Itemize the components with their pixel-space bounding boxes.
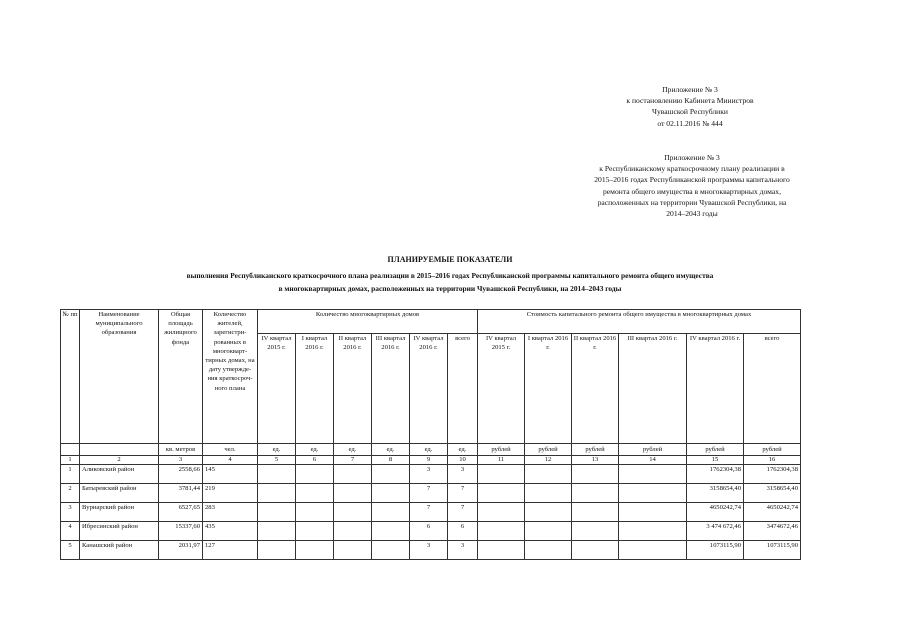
column-number: 8 xyxy=(372,456,410,465)
header-cost-period: I квартал 2016 г. xyxy=(525,334,572,444)
column-number: 13 xyxy=(572,456,619,465)
cost-q4-2016: 3 474 672,46 xyxy=(687,522,744,541)
table-row xyxy=(61,484,801,503)
unit-cell: чел. xyxy=(203,444,258,456)
table-row xyxy=(61,541,801,560)
houses-cell xyxy=(296,541,334,560)
cost-cell xyxy=(572,522,619,541)
houses-total: 7 xyxy=(448,484,478,503)
houses-cell xyxy=(296,522,334,541)
header-row-groups xyxy=(61,310,801,334)
column-number: 5 xyxy=(258,456,296,465)
unit-cell: рублей xyxy=(687,444,744,456)
document-subtitle-line-1: выполнения Республиканского краткосрочного плана реализации в 2015–2016 годах Республиканской программы капитального ремонта общего имущества xyxy=(186,271,714,280)
column-number: 9 xyxy=(410,456,448,465)
houses-cell xyxy=(334,522,372,541)
houses-cell xyxy=(258,484,296,503)
column-number: 2 xyxy=(80,456,159,465)
column-number: 1 xyxy=(61,456,80,465)
column-number: 14 xyxy=(619,456,687,465)
houses-cell xyxy=(258,522,296,541)
unit-cell: ед. xyxy=(258,444,296,456)
unit-cell: ед. xyxy=(296,444,334,456)
cost-cell xyxy=(525,522,572,541)
residents-count: 435 xyxy=(203,522,258,541)
unit-cell: рублей xyxy=(525,444,572,456)
municipality-name: Аликовский район xyxy=(80,465,159,484)
residents-count: 219 xyxy=(203,484,258,503)
cost-q4-2016: 1073115,90 xyxy=(687,541,744,560)
housing-area: 2558,66 xyxy=(159,465,203,484)
houses-q4-2016: 3 xyxy=(410,465,448,484)
cost-cell xyxy=(478,465,525,484)
houses-total: 3 xyxy=(448,541,478,560)
header-houses-period: IV квартал 2016 г. xyxy=(410,334,448,444)
houses-cell xyxy=(258,541,296,560)
header-houses-group: Количество многоквартирных домов xyxy=(258,310,478,334)
houses-q4-2016: 3 xyxy=(410,541,448,560)
cost-total: 3158654,40 xyxy=(744,484,801,503)
houses-cell xyxy=(372,484,410,503)
cost-cell xyxy=(525,484,572,503)
cost-cell xyxy=(619,522,687,541)
unit-cell xyxy=(80,444,159,456)
houses-total: 6 xyxy=(448,522,478,541)
cost-cell xyxy=(619,484,687,503)
cost-cell xyxy=(619,541,687,560)
document-subtitle-line-2: в многоквартирных домах, расположенных на территории Чувашской Республики, на 2014–2043 годы xyxy=(278,284,622,293)
annex-decree-line: Чувашской Республики xyxy=(652,107,728,117)
column-number: 3 xyxy=(159,456,203,465)
residents-count: 283 xyxy=(203,503,258,522)
annex-decree-line: Приложение № 3 xyxy=(662,85,718,94)
municipality-name: Вурнарский район xyxy=(80,503,159,522)
header-houses-period: III квартал 2016 г. xyxy=(372,334,410,444)
header-residents: Количество жителей, зарегистри-рованных в многокварт-тирных домах, на дату утвержде-ния краткосроч-ного плана xyxy=(203,310,258,444)
header-cost-period: IV квартал 2015 г. xyxy=(478,334,525,444)
annex-decree-line: к постановлению Кабинета Министров xyxy=(626,96,754,106)
table-row xyxy=(61,503,801,522)
houses-q4-2016: 7 xyxy=(410,503,448,522)
houses-cell xyxy=(296,465,334,484)
column-number: 10 xyxy=(448,456,478,465)
header-row-units xyxy=(61,444,801,456)
unit-cell xyxy=(61,444,80,456)
housing-area: 15337,60 xyxy=(159,522,203,541)
annex-decree-line: от 02.11.2016 № 444 xyxy=(657,118,723,128)
table-row xyxy=(61,522,801,541)
row-number: 5 xyxy=(61,541,80,560)
municipality-name: Канашский район xyxy=(80,541,159,560)
housing-area: 6527,65 xyxy=(159,503,203,522)
houses-q4-2016: 7 xyxy=(410,484,448,503)
annex-plan-line: 2015–2016 годах Республиканской программы капитального xyxy=(594,175,790,185)
header-houses-period: II квартал 2016 г. xyxy=(334,334,372,444)
residents-count: 127 xyxy=(203,541,258,560)
row-number: 1 xyxy=(61,465,80,484)
indicators-table xyxy=(60,309,801,560)
header-houses-total: всего xyxy=(448,334,478,444)
annex-plan-line: Приложение № 3 xyxy=(664,153,720,162)
houses-q4-2016: 6 xyxy=(410,522,448,541)
table-row xyxy=(61,465,801,484)
housing-area: 2031,97 xyxy=(159,541,203,560)
cost-cell xyxy=(572,541,619,560)
cost-cell xyxy=(619,503,687,522)
cost-cell xyxy=(572,484,619,503)
houses-cell xyxy=(258,465,296,484)
unit-cell: ед. xyxy=(334,444,372,456)
housing-area: 3781,44 xyxy=(159,484,203,503)
header-cost-period: III квартал 2016 г. xyxy=(619,334,687,444)
cost-cell xyxy=(478,484,525,503)
cost-cell xyxy=(478,522,525,541)
header-area: Общая площадь жилищного фонда xyxy=(159,310,203,444)
houses-cell xyxy=(372,522,410,541)
houses-cell xyxy=(334,503,372,522)
column-number: 6 xyxy=(296,456,334,465)
houses-cell xyxy=(372,541,410,560)
header-houses-period: I квартал 2016 г. xyxy=(296,334,334,444)
unit-cell: ед. xyxy=(372,444,410,456)
row-number: 4 xyxy=(61,522,80,541)
column-number: 16 xyxy=(744,456,801,465)
cost-cell xyxy=(525,541,572,560)
municipality-name: Ибресинский район xyxy=(80,522,159,541)
houses-cell xyxy=(334,465,372,484)
cost-cell xyxy=(572,503,619,522)
header-cost-group: Стоимость капитального ремонта общего имущества в многоквартирных домах xyxy=(478,310,801,334)
residents-count: 145 xyxy=(203,465,258,484)
annex-plan-line: расположенных на территории Чувашской Республики, на xyxy=(597,197,787,207)
cost-cell xyxy=(525,503,572,522)
cost-total: 4650242,74 xyxy=(744,503,801,522)
annex-plan-block xyxy=(568,152,816,219)
header-cost-total: всего xyxy=(744,334,801,444)
houses-cell xyxy=(296,503,334,522)
column-number: 4 xyxy=(203,456,258,465)
houses-cell xyxy=(258,503,296,522)
cost-cell xyxy=(478,541,525,560)
header-no: № пп xyxy=(61,310,80,444)
annex-plan-line: 2014–2043 годы xyxy=(666,209,718,219)
column-number: 11 xyxy=(478,456,525,465)
header-name: Наименование муниципального образования xyxy=(80,310,159,444)
document-title: ПЛАНИРУЕМЫЕ ПОКАЗАТЕЛИ xyxy=(387,255,513,264)
cost-q4-2016: 4650242,74 xyxy=(687,503,744,522)
cost-cell xyxy=(572,465,619,484)
cost-total: 3474672,46 xyxy=(744,522,801,541)
header-cost-period: IV квартал 2016 г. xyxy=(687,334,744,444)
unit-cell: ед. xyxy=(410,444,448,456)
houses-total: 3 xyxy=(448,465,478,484)
cost-cell xyxy=(525,465,572,484)
header-houses-period: IV квартал 2015 г. xyxy=(258,334,296,444)
column-number: 12 xyxy=(525,456,572,465)
column-number-row xyxy=(61,456,801,465)
cost-cell xyxy=(478,503,525,522)
row-number: 3 xyxy=(61,503,80,522)
unit-cell: рублей xyxy=(619,444,687,456)
column-number: 7 xyxy=(334,456,372,465)
unit-cell: рублей xyxy=(572,444,619,456)
houses-cell xyxy=(334,541,372,560)
cost-q4-2016: 3158654,40 xyxy=(687,484,744,503)
houses-cell xyxy=(296,484,334,503)
houses-cell xyxy=(372,503,410,522)
houses-cell xyxy=(372,465,410,484)
annex-decree-block xyxy=(600,84,780,129)
cost-total: 1762304,38 xyxy=(744,465,801,484)
houses-total: 7 xyxy=(448,503,478,522)
cost-cell xyxy=(619,465,687,484)
unit-cell: рублей xyxy=(478,444,525,456)
unit-cell: рублей xyxy=(744,444,801,456)
row-number: 2 xyxy=(61,484,80,503)
header-cost-period: II квартал 2016 г. xyxy=(572,334,619,444)
unit-cell: кв. метров xyxy=(159,444,203,456)
cost-total: 1073115,90 xyxy=(744,541,801,560)
unit-cell: ед. xyxy=(448,444,478,456)
cost-q4-2016: 1762304,38 xyxy=(687,465,744,484)
annex-plan-line: ремонта общего имущества в многоквартирных домах, xyxy=(602,186,782,196)
annex-plan-line: к Республиканскому краткосрочному плану реализации в xyxy=(599,164,785,174)
houses-cell xyxy=(334,484,372,503)
column-number: 15 xyxy=(687,456,744,465)
municipality-name: Батыревский район xyxy=(80,484,159,503)
